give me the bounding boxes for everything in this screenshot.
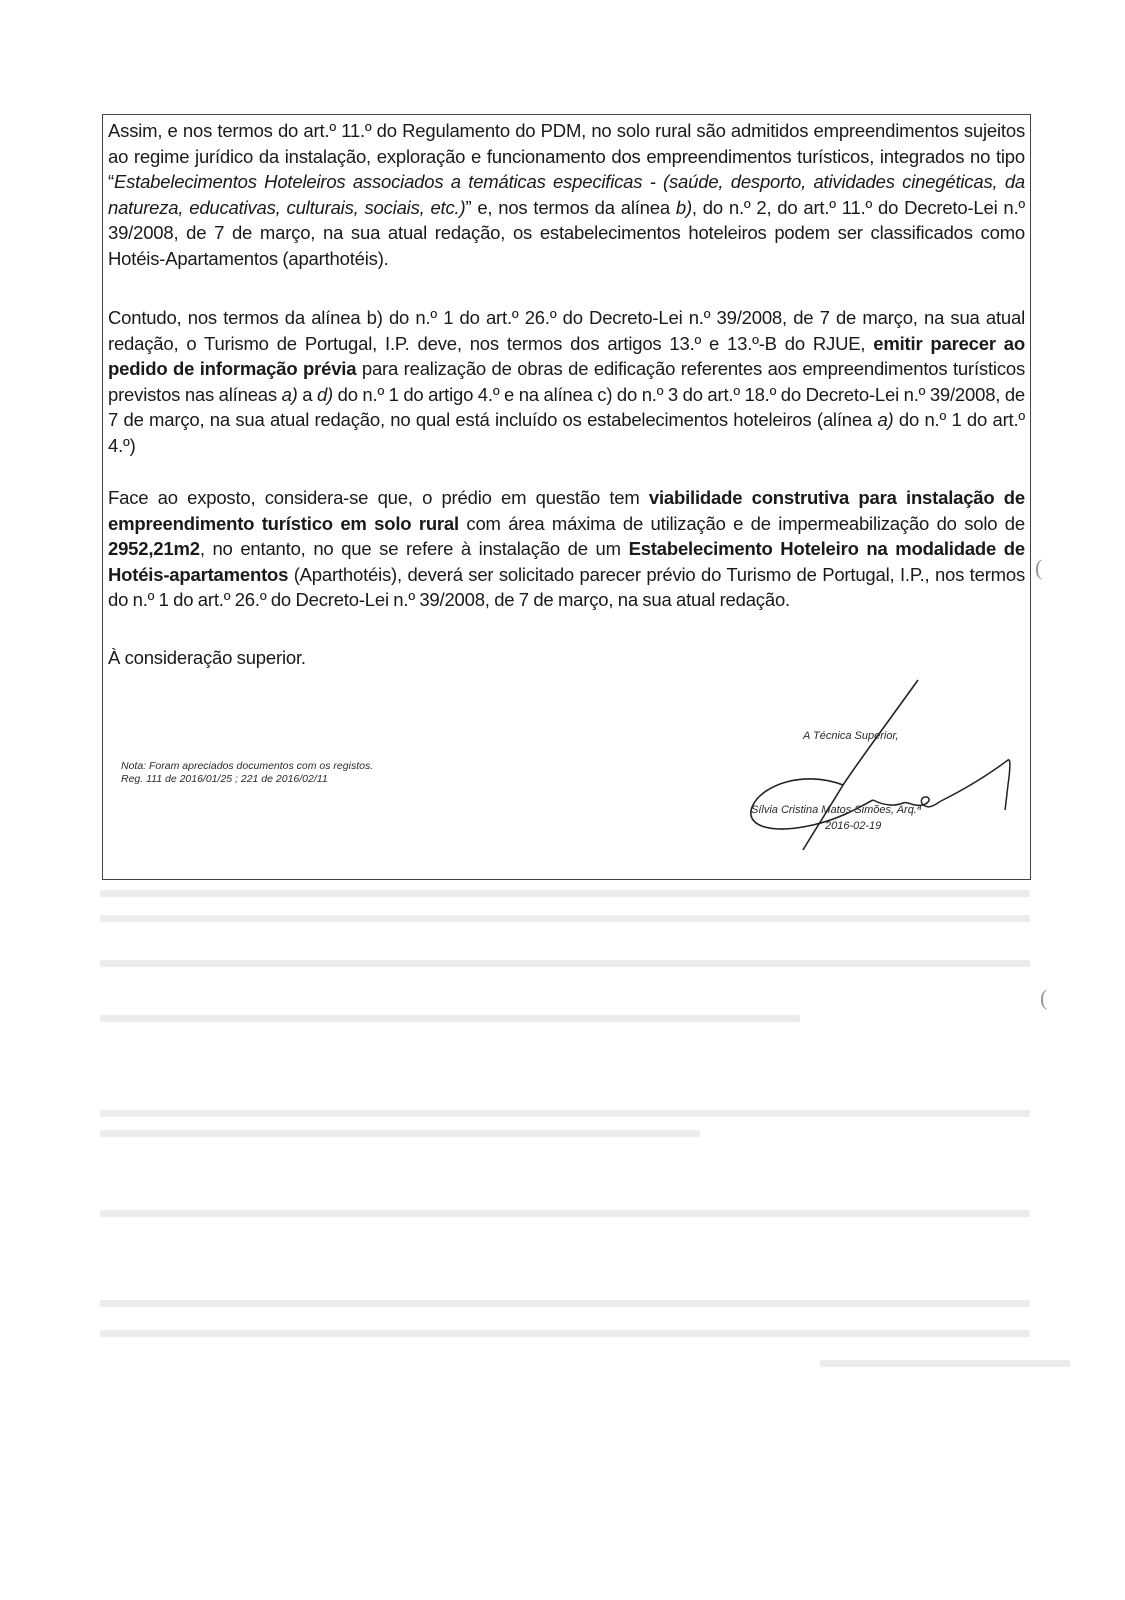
text-segment-bold: emitir parecer ao pedido de informação prévia (108, 332, 1025, 379)
show-through-line (100, 1210, 1030, 1217)
show-through-line (100, 915, 1030, 922)
paragraph-turismo-de-portugal (108, 305, 1025, 458)
document-frame (102, 114, 1031, 880)
text-segment: Contudo, nos termos da alínea b) do n.º 1 do art.º 26.º do Decreto-Lei n.º 39/2008, de 7 de março, na sua atual redação, o Turismo de Portugal, I.P. deve, nos termos dos artigos 13.º e 13.º-B do RJUE, (108, 307, 1025, 354)
registration-note (121, 760, 373, 786)
paragraph-closing: À consideração superior. (108, 647, 306, 668)
text-segment-bold: 2952,21m2 (108, 538, 200, 559)
show-through-line (100, 1300, 1030, 1307)
show-through-line (100, 1130, 700, 1137)
text-segment: do n.º 1 do artigo 4.º e na alínea c) do n.º 3 do art.º 18.º do Decreto-Lei n.º 39/2008, de 7 de março, na sua atual redação, no qual está incluído os estabelecimentos hoteleiros (alínea (108, 383, 1026, 430)
text-segment-italic: a) (281, 383, 298, 405)
show-through-line (100, 890, 1030, 897)
text-segment-bold: Estabelecimento Hoteleiro na modalidade de Hotéis-apartamentos (108, 538, 1025, 585)
show-through-line (100, 960, 1030, 967)
text-segment: , do n.º 2, do art.º 11.º do Decreto-Lei n.º 39/2008, de 7 de março, na sua atual redação, os estabelecimentos hoteleiros podem ser classificados como Hotéis-Apartamentos (aparthotéis). (108, 196, 1025, 269)
text-segment-bold: viabilidade construtiva para instalação de empreendimento turístico em solo rural (108, 487, 1025, 534)
signature-name: Sílvia Cristina Matos Simões, Arq.ª (751, 804, 921, 816)
text-segment: Face ao exposto, considera-se que, o prédio em questão tem (108, 487, 649, 508)
signature-date: 2016-02-19 (825, 820, 882, 832)
show-through-line (100, 1110, 1030, 1117)
text-segment: ” e, nos termos da alínea (465, 196, 676, 218)
signature-role: A Técnica Superior, (803, 730, 899, 742)
text-segment: Assim, e nos termos do art.º 11.º do Regulamento do PDM, no solo rural são admitidos empreendimentos sujeitos ao regime jurídico da instalação, exploração e funcionamento dos empreendimentos turísticos, integrados no tipo “ (108, 120, 1025, 192)
text-segment-italic: d) (316, 383, 334, 405)
show-through-line (100, 1015, 800, 1022)
text-segment-italic: a) (877, 409, 894, 430)
text-segment: a (297, 383, 317, 405)
text-segment: com área máxima de utilização e de impermeabilização do solo de (458, 512, 1025, 534)
text-segment: , no entanto, no que se refere à instalação de um (199, 538, 629, 559)
scan-mark: ( (1035, 555, 1043, 580)
note-line: Nota: Foram apreciados documentos com os registos. (121, 760, 374, 772)
show-through-line (820, 1360, 1070, 1367)
note-line: Reg. 111 de 2016/01/25 ; 221 de 2016/02/11 (121, 773, 328, 785)
text-segment: do n.º 1 do art.º 4.º) (108, 409, 1025, 456)
text-segment: para realização de obras de edificação referentes aos empreendimentos turísticos previstos nas alíneas (108, 358, 1026, 405)
show-through-line (100, 1330, 1030, 1337)
text-segment-italic: Estabelecimentos Hoteleiros associados a temáticas especificas - (saúde, desporto, atividades cinegéticas, da natureza, educativas, culturais, sociais, etc.) (108, 171, 1025, 218)
paragraph-pdm-rural-soil (108, 118, 1025, 271)
paragraph-conclusion (108, 485, 1025, 613)
scan-mark: ( (1040, 985, 1048, 1010)
text-segment-italic: b) (675, 196, 692, 218)
text-segment: (Aparthotéis), deverá ser solicitado parecer prévio do Turismo de Portugal, I.P., nos termos do n.º 1 do art.º 26.º do Decreto-Lei n.º 39/2008, de 7 de março, na sua atual redação. (108, 563, 1025, 610)
